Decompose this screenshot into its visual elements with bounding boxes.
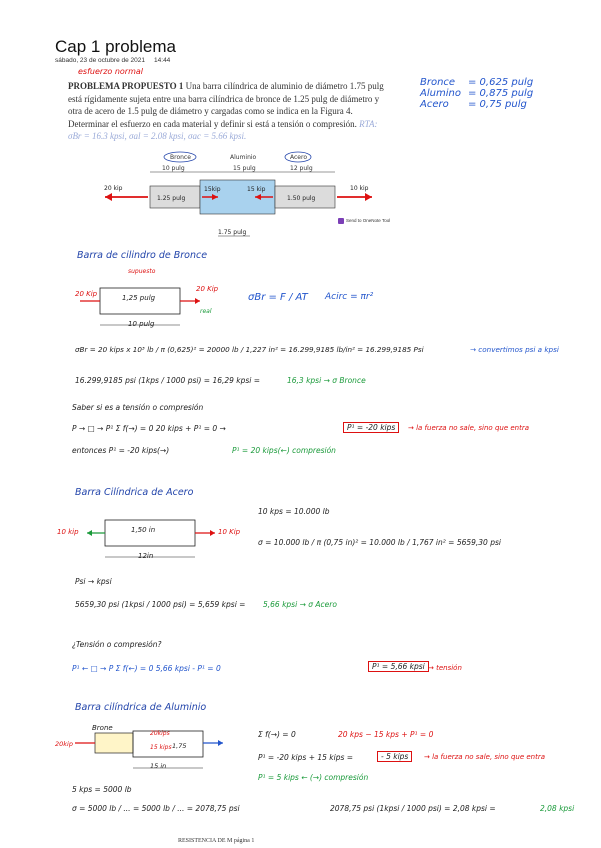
bronce-area-formula: Acirc = πr² [325,292,374,302]
fig-inner-left: 15kip [204,186,221,193]
problem-text: Una barra cilíndrica de aluminio de diámetro 1.75 pulg está rígidamente sujeta entre una barra cilíndrica de bronce de 1.25 pulg de diámetro y otra de acero de 1.5 pulg de diámetro y cargadas como se indica en la Figura 4. Determinar el esfuerzo en cada material y definir si está a tensión o compresión. [68,81,384,129]
acero-conv2-result: 5,66 kpsi → σ Acero [263,600,337,609]
page-title: Cap 1 problema [55,37,176,56]
onenote-icon [338,218,344,224]
aluminio-inner-b: 15 kips [150,744,172,751]
bronce-question: Saber si es a tensión o compresión [72,403,204,412]
bronce-note-supuesto: supuesto [128,268,156,275]
fig-d-alum: 1.75 pulg [218,229,247,236]
diameter-aluminio: Alumino = 0,875 pulg [420,88,534,99]
aluminio-conv: 5 kps = 5000 lb [72,785,132,794]
bronce-bar-label: 1,25 pulg [122,294,156,302]
bronce-formula: σBr = F / AT [248,292,308,303]
page-footer: RESISTENCIA DE M página 1 [178,838,255,844]
problem-lead: PROBLEMA PROPUESTO 1 [68,81,184,91]
acero-heading: Barra Cilíndrica de Acero [75,487,194,498]
bronce-note: → la fuerza no sale, sino que entra [408,424,530,432]
fig-inner-right: 15 kip [247,186,266,193]
onenote-badge[interactable]: Send to OneNote Tool [338,218,390,224]
bronce-length: 10 pulg [128,320,155,328]
aluminio-bar-label: 1,75 [172,742,187,750]
diameter-list [420,77,533,110]
aluminio-length: 15 in [150,762,167,770]
aluminio-bronce-label: Brone [92,724,113,732]
problem-statement [68,80,386,143]
aluminio-load-left: 20kip [55,740,73,748]
aluminio-inner-a: 20kips [150,730,170,737]
aluminio-boxed: - 5 kips [377,751,412,762]
acero-length: 12in [138,552,154,560]
fig-len-bronce: 10 pulg [162,165,185,172]
fig-load-right: 10 kip [350,185,369,192]
bronce-conv: 16.299,9185 psi (1kps / 1000 psi) = 16,29 kpsi = [75,376,261,385]
aluminio-sum1b: 20 kps − 15 kps + P¹ = 0 [338,730,434,739]
bronce-boxed: P¹ = -20 kips [343,422,399,433]
acero-conv: 10 kps = 10.000 lb [258,507,330,516]
bronce-load-right: 20 Kip [196,285,219,293]
fig-label-acero: Acero [290,154,307,161]
acero-sketch [75,515,255,575]
bronce-heading: Barra de cilindro de Bronce [77,250,208,261]
aluminio-line3: P¹ = 5 kips ← (→) compresión [258,773,369,782]
fig-len-acero: 12 pulg [290,165,313,172]
acero-conv2: 5659,30 psi (1kpsi / 1000 psi) = 5,659 kpsi = [75,600,246,609]
time-text: 14:44 [154,57,171,64]
acero-question: ¿Tensión o compresión? [72,640,162,649]
bronce-note-real: real [200,308,212,315]
bronce-conv-result: 16,3 kpsi → σ Bronce [287,376,366,385]
bronce-load-left: 20 Kip [75,290,98,298]
bronce-sum: P → □ → P¹ Σ f(→) = 0 20 kips + P¹ = 0 → [72,424,226,433]
aluminio-note: → la fuerza no sale, sino que entra [424,753,546,761]
bronce-calc: σBr = 20 kips x 10³ lb / π (0,625)² = 20000 lb / 1,227 in² = 16.299,9185 lb/in² = 16.299,9185 Psi [75,345,424,354]
fig-d-acero: 1.50 pulg [287,195,316,202]
bronce-calc-note: → convertimos psi a kpsi [470,345,559,354]
bar-figure [100,150,410,240]
acero-bar-label: 1,50 in [131,526,156,534]
date-text: sábado, 23 de octubre de 2021 [55,57,145,64]
bronce-then-b: P¹ = 20 kips(←) compresión [232,446,336,455]
aluminio-conv2-result: 2,08 kpsi [540,804,575,813]
acero-sum: P¹ ← □ → P Σ f(←) = 0 5,66 kpsi - P¹ = 0 [72,664,221,673]
fig-d-bronce: 1.25 pulg [157,195,186,202]
aluminio-sum1: Σ f(→) = 0 [258,730,296,739]
fig-load-left: 20 kip [104,185,123,192]
acero-psi-kpsi: Psi → kpsi [75,577,112,586]
bronce-then-a: entonces P¹ = -20 kips(→) [72,446,170,455]
fig-len-aluminio: 15 pulg [233,165,256,172]
page-date [55,57,170,64]
fig-label-bronce: Bronce [170,154,191,161]
aluminio-conv2: 2078,75 psi (1kpsi / 1000 psi) = 2,08 kpsi = [330,804,496,813]
aluminio-heading: Barra cilíndrica de Aluminio [75,702,207,713]
problem-answer: RTA: σBr = 16.3 kpsi, σal = 2.08 kpsi, σac = 5.66 kpsi. [68,118,378,141]
diameter-bronce: Bronce = 0,625 pulg [420,77,534,88]
acero-load-left: 10 kip [57,528,79,536]
fig-label-aluminio: Aluminio [230,154,257,161]
acero-note: → tensión [428,664,462,672]
sketch-note: esfuerzo normal [78,67,143,76]
diameter-acero: Acero = 0,75 pulg [420,99,527,110]
acero-load-right: 10 Kip [218,528,241,536]
acero-calc: σ = 10.000 lb / π (0,75 in)² = 10.000 lb / 1,767 in² = 5659,30 psi [258,538,501,547]
acero-boxed: P¹ = 5,66 kpsi [368,661,429,672]
aluminio-line2: P¹ = -20 kips + 15 kips = [258,753,354,762]
aluminio-calc: σ = 5000 lb / ... = 5000 lb / ... = 2078,75 psi [72,804,240,813]
